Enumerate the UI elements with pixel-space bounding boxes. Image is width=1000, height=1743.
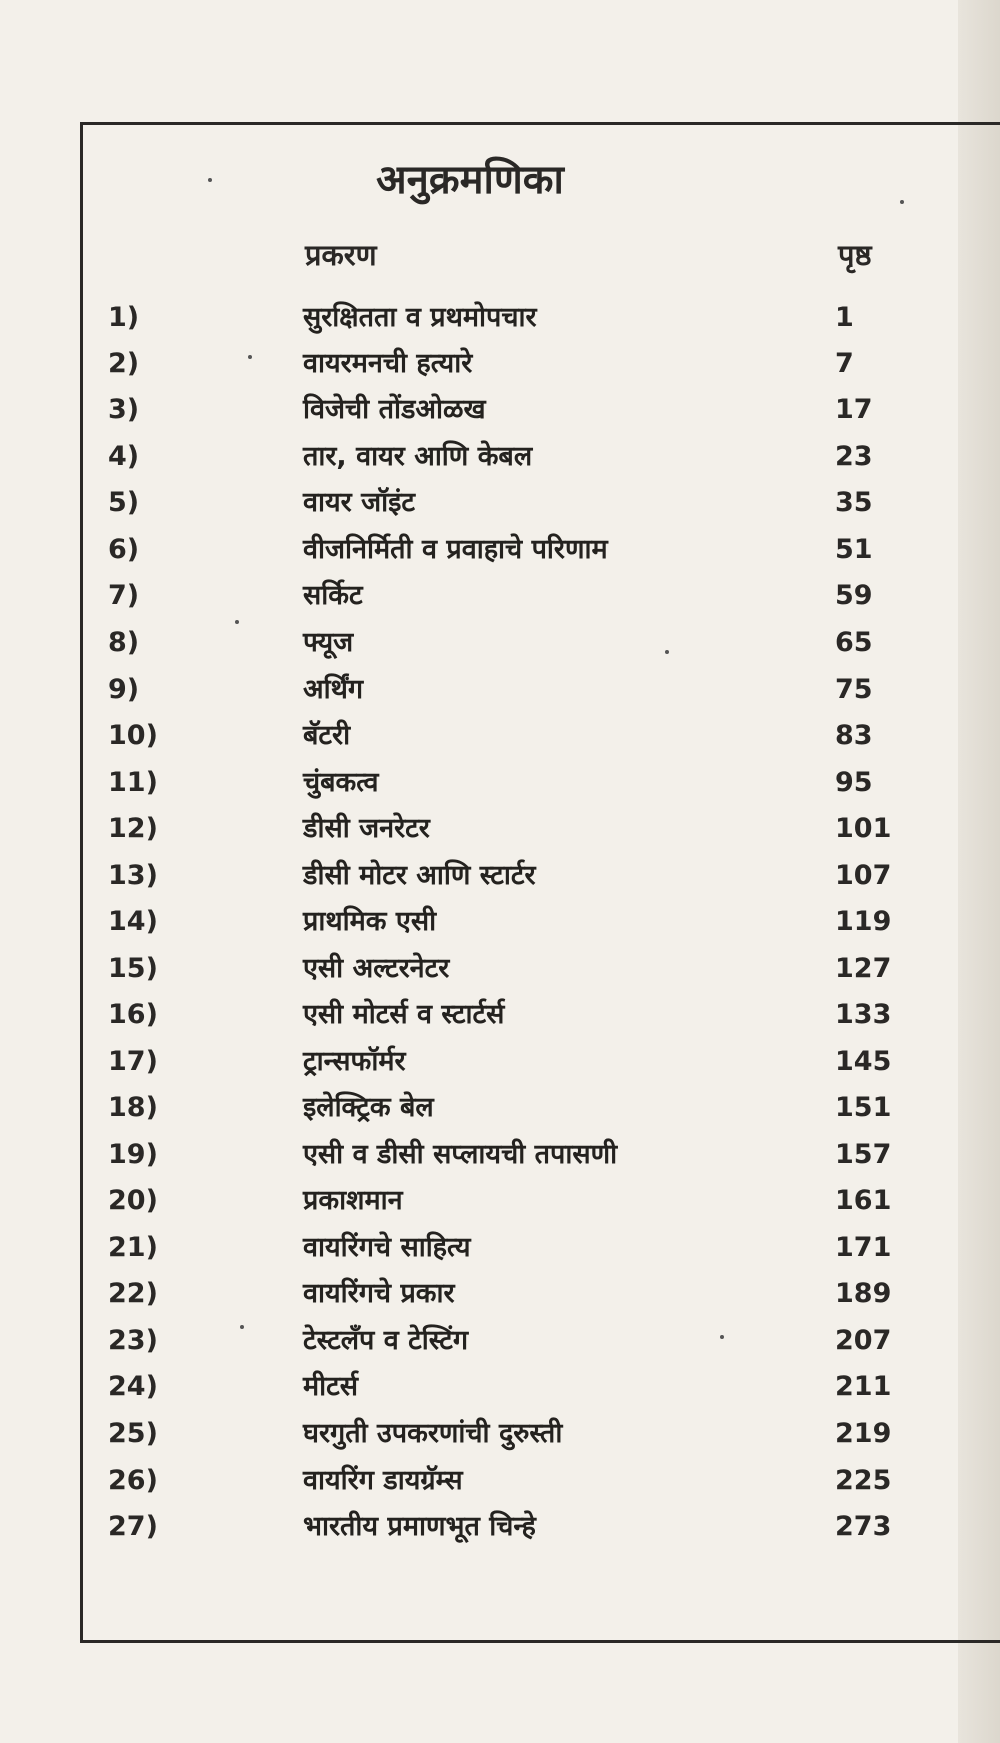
entry-title: चुंबकत्व: [303, 767, 379, 798]
entry-number: 5): [108, 487, 140, 518]
toc-entry: [0, 714, 1000, 758]
entry-number: 15): [108, 953, 158, 984]
chapter-column-header: प्रकरण: [305, 238, 377, 272]
toc-entry: [0, 435, 1000, 479]
entry-number: 10): [108, 720, 158, 751]
print-speck: [720, 1335, 724, 1339]
entry-title: वीजनिर्मिती व प्रवाहाचे परिणाम: [303, 534, 608, 565]
entry-number: 9): [108, 674, 140, 705]
entry-page: 211: [835, 1371, 892, 1402]
entry-page: 35: [835, 487, 873, 518]
entry-title: टेस्टलँप व टेस्टिंग: [303, 1325, 469, 1356]
entry-title: भारतीय प्रमाणभूत चिन्हे: [303, 1511, 536, 1542]
entry-title: वायरिंगचे प्रकार: [303, 1278, 455, 1309]
entry-number: 11): [108, 767, 158, 798]
toc-entry: [0, 574, 1000, 618]
toc-entry: [0, 993, 1000, 1037]
toc-entry: [0, 807, 1000, 851]
entry-page: 23: [835, 441, 873, 472]
entry-page: 51: [835, 534, 873, 565]
entry-page: 207: [835, 1325, 892, 1356]
entry-number: 16): [108, 999, 158, 1030]
toc-entry: [0, 1505, 1000, 1549]
entry-title: डीसी जनरेटर: [303, 813, 430, 844]
toc-entry: [0, 1226, 1000, 1270]
entry-number: 21): [108, 1232, 158, 1263]
entry-page: 59: [835, 580, 873, 611]
toc-entry: [0, 1459, 1000, 1503]
entry-title: अर्थिंग: [303, 674, 364, 705]
entry-number: 18): [108, 1092, 158, 1123]
entry-page: 157: [835, 1139, 892, 1170]
entry-page: 127: [835, 953, 892, 984]
toc-entry: [0, 342, 1000, 386]
toc-entry: [0, 1365, 1000, 1409]
print-speck: [235, 620, 239, 624]
toc-entry: [0, 947, 1000, 991]
toc-entry: [0, 621, 1000, 665]
entry-number: 19): [108, 1139, 158, 1170]
entry-number: 3): [108, 394, 140, 425]
entry-number: 27): [108, 1511, 158, 1542]
entry-title: फ्यूज: [303, 627, 354, 658]
entry-page: 119: [835, 906, 892, 937]
entry-title: मीटर्स: [303, 1371, 358, 1402]
toc-entry: [0, 668, 1000, 712]
entry-title: वायरमनची हत्यारे: [303, 348, 473, 379]
entry-number: 23): [108, 1325, 158, 1356]
toc-entry: [0, 528, 1000, 572]
entry-page: 1: [835, 302, 854, 333]
toc-entry: [0, 1133, 1000, 1177]
toc-entry: [0, 1412, 1000, 1456]
entry-number: 8): [108, 627, 140, 658]
entry-number: 14): [108, 906, 158, 937]
entry-title: डीसी मोटर आणि स्टार्टर: [303, 860, 536, 891]
toc-entry: [0, 1179, 1000, 1223]
toc-entry: [0, 1086, 1000, 1130]
entry-title: तार, वायर आणि केबल: [303, 441, 533, 472]
entry-page: 273: [835, 1511, 892, 1542]
entry-page: 107: [835, 860, 892, 891]
toc-entry: [0, 900, 1000, 944]
entry-page: 95: [835, 767, 873, 798]
toc-entry: [0, 761, 1000, 805]
entry-page: 75: [835, 674, 873, 705]
entry-title: सुरक्षितता व प्रथमोपचार: [303, 302, 537, 333]
entry-title: प्रकाशमान: [303, 1185, 403, 1216]
entry-page: 101: [835, 813, 892, 844]
entry-page: 7: [835, 348, 854, 379]
entry-page: 225: [835, 1465, 892, 1496]
entry-title: ट्रान्सफॉर्मर: [303, 1046, 406, 1077]
entry-number: 22): [108, 1278, 158, 1309]
toc-entry: [0, 1319, 1000, 1363]
entry-title: इलेक्ट्रिक बेल: [303, 1092, 434, 1123]
entry-title: वायर जॉइंट: [303, 487, 415, 518]
entry-number: 1): [108, 302, 140, 333]
toc-entry: [0, 1272, 1000, 1316]
entry-page: 83: [835, 720, 873, 751]
entry-page: 17: [835, 394, 873, 425]
entry-page: 65: [835, 627, 873, 658]
toc-entry: [0, 854, 1000, 898]
entry-number: 6): [108, 534, 140, 565]
entry-number: 12): [108, 813, 158, 844]
print-speck: [900, 200, 904, 204]
entry-number: 25): [108, 1418, 158, 1449]
entry-title: प्राथमिक एसी: [303, 906, 437, 937]
entry-page: 171: [835, 1232, 892, 1263]
page-title: अनुक्रमणिका: [376, 157, 564, 203]
entry-number: 26): [108, 1465, 158, 1496]
toc-entry: [0, 296, 1000, 340]
entry-page: 219: [835, 1418, 892, 1449]
toc-entry: [0, 388, 1000, 432]
entry-page: 145: [835, 1046, 892, 1077]
entry-page: 189: [835, 1278, 892, 1309]
entry-title: वायरिंग डायग्रॅम्स: [303, 1465, 463, 1496]
entry-number: 13): [108, 860, 158, 891]
entry-title: एसी अल्टरनेटर: [303, 953, 450, 984]
print-speck: [208, 178, 212, 182]
print-speck: [248, 355, 252, 359]
entry-page: 133: [835, 999, 892, 1030]
entry-page: 161: [835, 1185, 892, 1216]
entry-title: घरगुती उपकरणांची दुरुस्ती: [303, 1418, 563, 1449]
page-column-header: पृष्ठ: [838, 238, 872, 272]
entry-number: 20): [108, 1185, 158, 1216]
entry-number: 24): [108, 1371, 158, 1402]
entry-number: 4): [108, 441, 140, 472]
entry-title: एसी व डीसी सप्लायची तपासणी: [303, 1139, 618, 1170]
entry-title: सर्किट: [303, 580, 363, 611]
entry-page: 151: [835, 1092, 892, 1123]
print-speck: [665, 650, 669, 654]
toc-entry: [0, 1040, 1000, 1084]
toc-entry: [0, 481, 1000, 525]
print-speck: [240, 1325, 244, 1329]
entry-number: 17): [108, 1046, 158, 1077]
entry-title: बॅटरी: [303, 720, 351, 751]
entry-title: वायरिंगचे साहित्य: [303, 1232, 471, 1263]
entry-title: विजेची तोंडओळख: [303, 394, 486, 425]
entry-number: 2): [108, 348, 140, 379]
entry-title: एसी मोटर्स व स्टार्टर्स: [303, 999, 505, 1030]
entry-number: 7): [108, 580, 140, 611]
